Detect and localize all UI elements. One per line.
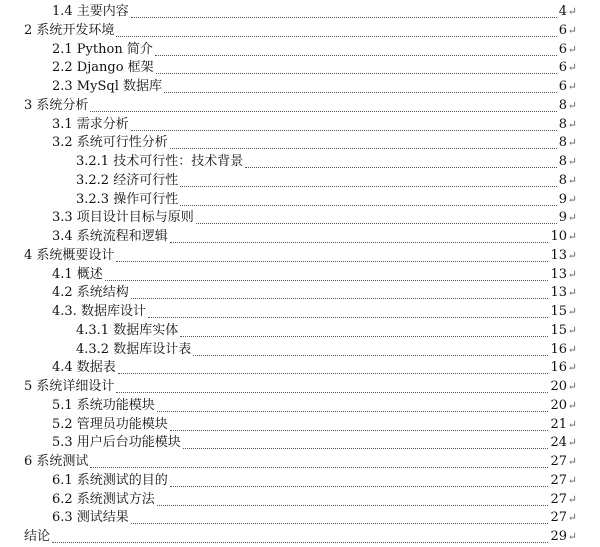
toc-leader-dots [170,486,548,487]
paragraph-mark-icon: ↵ [567,211,577,225]
toc-entry[interactable] [0,210,600,228]
toc-entry-title: 2.3 MySql 数据库 [52,79,162,94]
toc-entry-page: 6 [558,41,567,57]
toc-entry-title: 3.1 需求分析 [52,116,129,132]
toc-entry-page: 27 [550,491,567,507]
toc-leader-dots [131,17,557,18]
toc-entry-page: 24 [550,435,567,451]
toc-entry[interactable] [0,510,600,528]
toc-entry[interactable] [0,529,600,547]
toc-leader-dots [180,186,557,187]
toc-entry[interactable] [0,435,600,453]
toc-entry[interactable] [0,379,600,397]
paragraph-mark-icon: ↵ [567,323,577,337]
paragraph-mark-icon: ↵ [567,455,577,468]
paragraph-mark-icon: ↵ [567,230,577,243]
toc-leader-dots [170,430,548,431]
toc-entry-page: 27 [550,510,567,526]
toc-entry[interactable] [0,492,600,510]
toc-entry[interactable] [0,360,600,378]
toc-entry[interactable] [0,248,600,266]
toc-leader-dots [156,73,557,74]
toc-entry-page: 10 [550,229,567,244]
toc-entry-page: 6 [558,22,567,38]
paragraph-mark-icon: ↵ [567,173,577,187]
toc-entry-page: 8 [558,172,567,188]
toc-entry-title: 3.2.3 操作可行性 [76,191,179,207]
toc-entry[interactable] [0,98,600,116]
paragraph-mark-icon: ↵ [567,42,577,56]
toc-entry-page: 15 [550,322,567,338]
paragraph-mark-icon: ↵ [567,286,577,300]
toc-entry-page: 8 [558,97,567,113]
paragraph-mark-icon: ↵ [567,530,577,543]
toc-entry-title: 2.1 Python 简介 [52,41,153,57]
toc-entry-title: 4 系统概要设计 [24,247,115,263]
toc-leader-dots [116,36,557,37]
paragraph-mark-icon: ↵ [567,117,577,131]
toc-entry-title: 3.2 系统可行性分析 [52,135,168,151]
toc-entry-title: 5.2 管理员功能模块 [52,416,168,432]
toc-entry-page: 29 [550,529,567,544]
toc-entry[interactable] [0,42,600,60]
toc-entry-title: 3.2.2 经济可行性 [76,172,179,188]
toc-entry[interactable] [0,60,600,78]
paragraph-mark-icon: ↵ [567,248,577,262]
paragraph-mark-icon: ↵ [567,417,577,431]
toc-entry-title: 4.1 概述 [52,266,103,282]
paragraph-mark-icon: ↵ [567,436,577,450]
toc-leader-dots [116,392,548,393]
toc-entry-title: 6.2 系统测试方法 [52,491,155,507]
toc-entry-page: 6 [558,60,567,76]
toc-entry-page: 6 [558,79,567,94]
toc-entry-title: 5.3 用户后台功能模块 [52,435,181,451]
toc-entry[interactable] [0,473,600,491]
toc-entry[interactable] [0,117,600,135]
toc-entry-title: 3.4 系统流程和逻辑 [52,229,168,244]
toc-entry-page: 20 [550,379,567,394]
toc-entry-page: 15 [550,304,567,319]
paragraph-mark-icon: ↵ [567,361,577,375]
paragraph-mark-icon: ↵ [567,398,577,412]
toc-entry-title: 5.1 系统功能模块 [52,397,155,413]
toc-leader-dots [183,448,548,449]
toc-entry-title: 4.3. 数据库设计 [52,304,146,319]
paragraph-mark-icon: ↵ [567,492,577,506]
paragraph-mark-icon: ↵ [567,511,577,525]
paragraph-mark-icon: ↵ [567,136,577,150]
toc-entry[interactable] [0,267,600,285]
toc-leader-dots [116,261,548,262]
toc-leader-dots [148,317,548,318]
toc-entry-page: 21 [550,416,567,432]
toc-entry[interactable] [0,285,600,303]
toc-leader-dots [131,298,548,299]
toc-leader-dots [118,373,548,374]
toc-entry-page: 20 [550,397,567,413]
toc-leader-dots [105,280,548,281]
toc-leader-dots [90,111,557,112]
toc-entry[interactable] [0,342,600,360]
toc-entry-title: 5 系统详细设计 [24,379,115,394]
paragraph-mark-icon: ↵ [567,80,577,93]
paragraph-mark-icon: ↵ [567,380,577,393]
paragraph-mark-icon: ↵ [567,342,577,356]
toc-entry-page: 8 [558,154,567,169]
toc-entry-title: 6.3 测试结果 [52,510,129,526]
toc-entry[interactable] [0,323,600,341]
toc-entry-title: 1.4 主要内容 [52,4,129,19]
toc-entry[interactable] [0,454,600,472]
toc-entry-page: 8 [558,116,567,132]
toc-entry-page: 4 [558,4,567,19]
toc-leader-dots [90,467,548,468]
toc-entry-page: 27 [550,454,567,469]
toc-leader-dots [180,205,557,206]
toc-entry[interactable] [0,79,600,97]
toc-entry-title: 3.2.1 技术可行性：技术背景 [76,154,244,169]
toc-entry[interactable] [0,4,600,22]
toc-entry-title: 6 系统测试 [24,454,89,469]
paragraph-mark-icon: ↵ [567,155,577,168]
toc-entry[interactable] [0,173,600,191]
paragraph-mark-icon: ↵ [567,267,577,281]
toc-entry-page: 16 [550,360,567,376]
toc-entry[interactable] [0,304,600,322]
toc-entry[interactable] [0,417,600,435]
paragraph-mark-icon: ↵ [567,473,577,487]
toc-entry[interactable] [0,23,600,41]
toc-leader-dots [52,542,548,543]
toc-entry[interactable] [0,398,600,416]
toc-entry-page: 9 [558,191,567,207]
toc-entry-title: 4.3.2 数据库设计表 [76,341,192,357]
toc-entry-title: 6.1 系统测试的目的 [52,472,168,488]
toc-entry[interactable] [0,192,600,210]
toc-leader-dots [193,355,548,356]
toc-entry-page: 8 [558,135,567,151]
toc-leader-dots [157,411,548,412]
toc-entry-title: 4.3.1 数据库实体 [76,322,179,338]
toc-entry-page: 13 [550,247,567,263]
toc-entry[interactable] [0,135,600,153]
toc-entry-page: 27 [550,472,567,488]
paragraph-mark-icon: ↵ [567,305,577,318]
toc-entry-title: 2.2 Django 框架 [52,60,154,76]
paragraph-mark-icon: ↵ [567,23,577,37]
toc-leader-dots [196,223,557,224]
toc-entry-page: 13 [550,266,567,282]
toc-leader-dots [170,148,557,149]
toc-entry-title: 4.2 系统结构 [52,285,129,301]
toc-entry-title: 结论 [24,529,51,544]
toc-leader-dots [164,92,557,93]
paragraph-mark-icon: ↵ [567,5,577,18]
toc-entry-page: 9 [558,210,567,226]
toc-entry-title: 2 系统开发环境 [24,22,115,38]
toc-leader-dots [170,242,548,243]
toc-leader-dots [245,167,557,168]
toc-leader-dots [155,55,557,56]
paragraph-mark-icon: ↵ [567,61,577,75]
toc-leader-dots [180,336,548,337]
toc-leader-dots [157,505,548,506]
paragraph-mark-icon: ↵ [567,98,577,112]
toc-entry-page: 13 [550,285,567,301]
toc-entry[interactable] [0,229,600,247]
toc-entry-title: 3.3 项目设计目标与原则 [52,210,194,226]
paragraph-mark-icon: ↵ [567,192,577,206]
toc-entry-page: 16 [550,341,567,357]
toc-leader-dots [131,130,557,131]
toc-entry[interactable] [0,154,600,172]
toc-entry-title: 3 系统分析 [24,97,89,113]
toc-entry-title: 4.4 数据表 [52,360,116,376]
